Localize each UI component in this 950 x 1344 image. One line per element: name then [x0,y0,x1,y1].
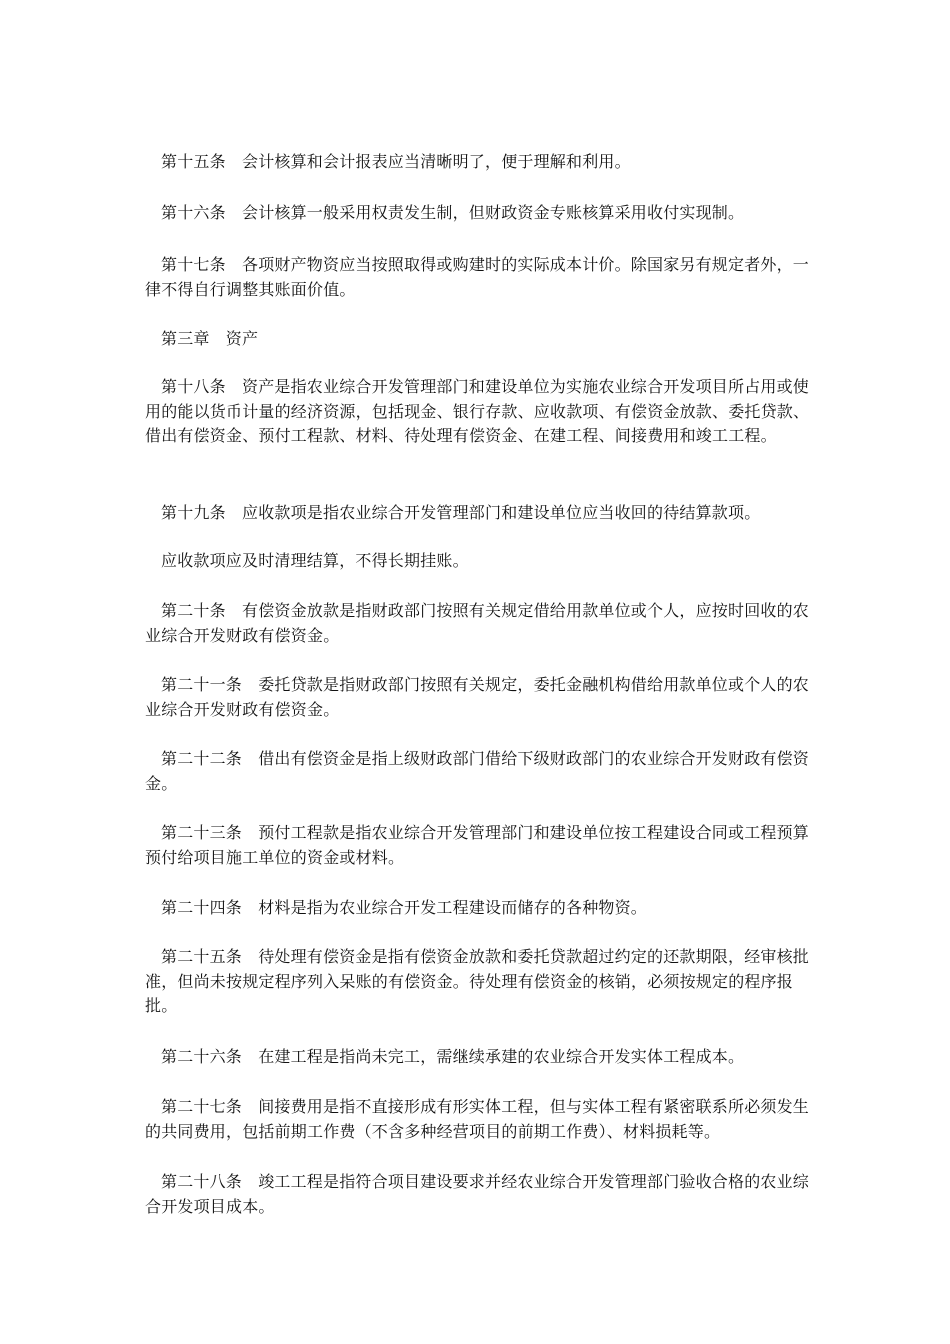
article-27: 第二十七条 间接费用是指不直接形成有形实体工程，但与实体工程有紧密联系所必须发生的共同费用，包括前期工作费（不含多种经营项目的前期工作费）、材料损耗等。 [145,1097,810,1141]
chapter-3-heading: 第三章 资产 [161,329,259,348]
article-19-note: 应收款项应及时清理结算，不得长期挂账。 [161,551,469,570]
article-19: 第十九条 应收款项是指农业综合开发管理部门和建设单位应当收回的待结算款项。 [161,503,761,522]
article-22: 第二十二条 借出有偿资金是指上级财政部门借给下级财政部门的农业综合开发财政有偿资金。 [145,749,810,793]
article-20: 第二十条 有偿资金放款是指财政部门按照有关规定借给用款单位或个人，应按时回收的农业综合开发财政有偿资金。 [145,601,810,645]
article-24: 第二十四条 材料是指为农业综合开发工程建设而储存的各种物资。 [161,898,648,917]
article-26: 第二十六条 在建工程是指尚未完工，需继续承建的农业综合开发实体工程成本。 [161,1047,745,1066]
article-15: 第十五条 会计核算和会计报表应当清晰明了，便于理解和利用。 [161,152,631,171]
article-17: 第十七条 各项财产物资应当按照取得或购建时的实际成本计价。除国家另有规定者外，一律不得自行调整其账面价值。 [145,255,810,299]
article-25: 第二十五条 待处理有偿资金是指有偿资金放款和委托贷款超过约定的还款期限，经审核批准，但尚未按规定程序列入呆账的有偿资金。待处理有偿资金的核销，必须按规定的程序报批。 [145,947,810,1015]
article-21: 第二十一条 委托贷款是指财政部门按照有关规定，委托金融机构借给用款单位或个人的农业综合开发财政有偿资金。 [145,675,810,719]
article-28: 第二十八条 竣工工程是指符合项目建设要求并经农业综合开发管理部门验收合格的农业综合开发项目成本。 [145,1172,810,1216]
article-18: 第十八条 资产是指农业综合开发管理部门和建设单位为实施农业综合开发项目所占用或使用的能以货币计量的经济资源，包括现金、银行存款、应收款项、有偿资金放款、委托贷款、借出有偿资金、预付工程款、材料、待处理有偿资金、在建工程、间接费用和竣工工程。 [145,377,810,445]
article-23: 第二十三条 预付工程款是指农业综合开发管理部门和建设单位按工程建设合同或工程预算预付给项目施工单位的资金或材料。 [145,823,810,867]
article-16: 第十六条 会计核算一般采用权责发生制，但财政资金专账核算采用收付实现制。 [161,203,745,222]
